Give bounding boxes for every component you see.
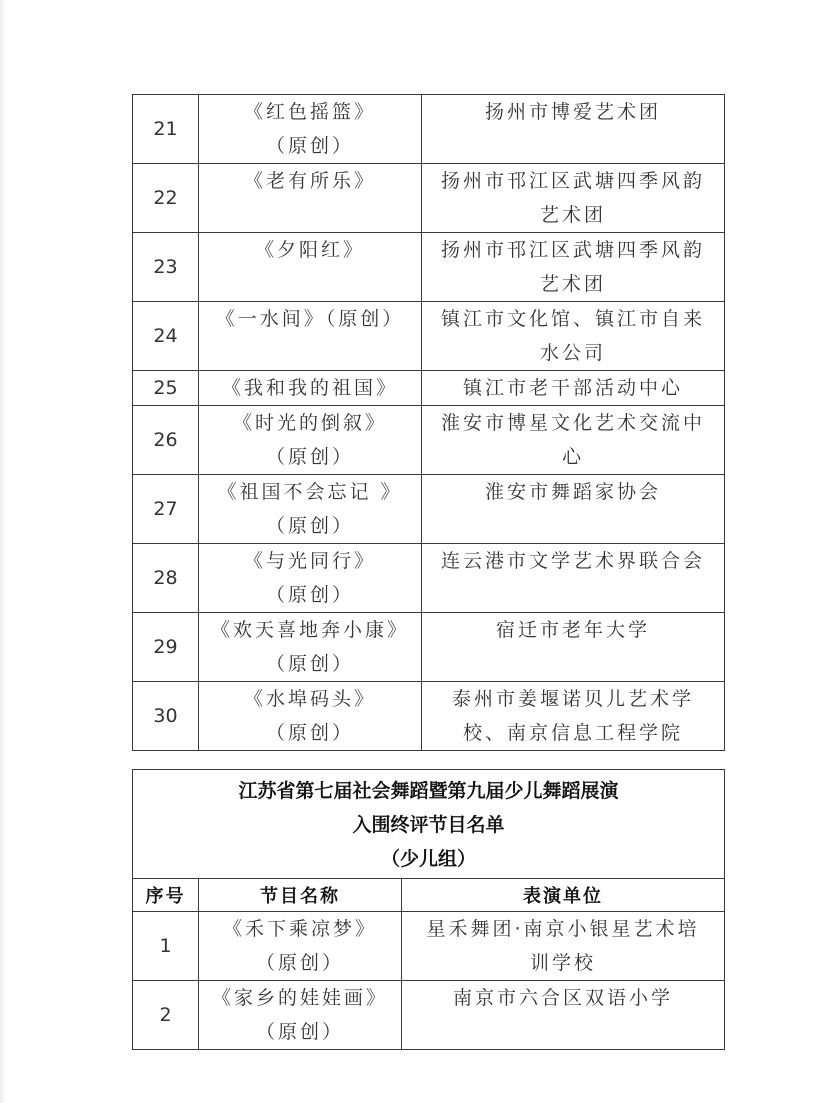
performer-unit-line: 镇江市老干部活动中心 <box>462 377 683 399</box>
program-name-line: 《红色摇篮》 <box>243 101 376 123</box>
performer-unit-line: 艺术团 <box>539 273 606 295</box>
program-name-line: （原创） <box>265 653 354 675</box>
performer-unit-cell <box>402 912 725 981</box>
table-row <box>133 406 725 475</box>
program-name-line: （原创） <box>265 135 354 157</box>
program-name-cell <box>199 682 422 751</box>
row-number: 30 <box>133 682 199 751</box>
performer-unit-line: 淮安市博星文化艺术交流中 <box>440 412 705 434</box>
performer-unit-cell <box>422 544 725 613</box>
performer-unit-line: 淮安市舞蹈家协会 <box>484 481 661 503</box>
program-table-children <box>132 769 725 1050</box>
row-number: 23 <box>133 233 199 302</box>
row-number: 28 <box>133 544 199 613</box>
table-row <box>133 981 725 1050</box>
program-name-cell <box>199 613 422 682</box>
performer-unit-line: 艺术团 <box>539 204 606 226</box>
row-number: 1 <box>133 912 199 981</box>
performer-unit-cell <box>422 475 725 544</box>
program-name-line: （原创） <box>265 515 354 537</box>
performer-unit-line: 心 <box>561 446 584 468</box>
program-name-cell <box>199 302 422 371</box>
performer-unit-line: 扬州市博爱艺术团 <box>484 101 661 123</box>
program-name-cell <box>199 406 422 475</box>
program-name-line: 《老有所乐》 <box>243 170 376 192</box>
program-name-line: 《与光同行》 <box>243 550 376 572</box>
program-name-line: 《禾下乘凉梦》 <box>222 918 377 940</box>
performer-unit-cell <box>422 164 725 233</box>
performer-unit-cell <box>422 613 725 682</box>
performer-unit-line: 泰州市姜堰诺贝儿艺术学 <box>451 688 694 710</box>
program-name-line: 《我和我的祖国》 <box>221 377 398 399</box>
table-row <box>133 371 725 406</box>
program-name-cell <box>199 912 402 981</box>
table-title-line-1: 江苏省第七届社会舞蹈暨第九届少儿舞蹈展演 <box>238 780 619 802</box>
page-edge-shadow <box>0 0 6 1103</box>
row-number: 24 <box>133 302 199 371</box>
performer-unit-cell <box>422 233 725 302</box>
program-name-cell <box>199 544 422 613</box>
performer-unit-line: 宿迁市老年大学 <box>495 619 650 641</box>
row-number: 2 <box>133 981 199 1050</box>
program-name-line: （原创） <box>265 446 354 468</box>
performer-unit-line: 连云港市文学艺术界联合会 <box>440 550 705 572</box>
header-program: 节目名称 <box>199 879 402 912</box>
program-name-line: 《夕阳红》 <box>254 239 365 261</box>
row-number: 21 <box>133 95 199 164</box>
row-number: 26 <box>133 406 199 475</box>
row-number: 25 <box>133 371 199 406</box>
performer-unit-cell <box>422 95 725 164</box>
program-name-line: （原创） <box>255 1021 344 1043</box>
table-row <box>133 95 725 164</box>
performer-unit-cell <box>422 682 725 751</box>
table-row <box>133 682 725 751</box>
table-row <box>133 233 725 302</box>
table-title <box>133 770 725 879</box>
table-row <box>133 544 725 613</box>
header-unit: 表演单位 <box>402 879 725 912</box>
program-name-line: （原创） <box>255 952 344 974</box>
row-number: 27 <box>133 475 199 544</box>
performer-unit-cell <box>422 371 725 406</box>
program-name-cell <box>199 981 402 1050</box>
performer-unit-cell <box>402 981 725 1050</box>
table-row <box>133 302 725 371</box>
performer-unit-line: 训学校 <box>530 952 597 974</box>
table-title-line-2: 入围终评节目名单 <box>352 814 505 836</box>
header-num: 序号 <box>133 879 199 912</box>
table-row <box>133 475 725 544</box>
performer-unit-line: 星禾舞团·南京小银星艺术培 <box>426 918 700 940</box>
program-name-cell <box>199 475 422 544</box>
table-row <box>133 613 725 682</box>
program-name-line: 《欢天喜地奔小康》 <box>210 619 409 641</box>
program-name-cell <box>199 95 422 164</box>
program-name-line: （原创） <box>265 584 354 606</box>
program-table-continued <box>132 94 725 751</box>
program-name-cell <box>199 371 422 406</box>
program-name-line: 《水埠码头》 <box>243 688 376 710</box>
program-name-line: 《时光的倒叙》 <box>232 412 387 434</box>
performer-unit-cell <box>422 406 725 475</box>
program-name-line: 《祖国不会忘记 》 <box>217 481 403 503</box>
program-name-line: 《一水间》（原创） <box>215 308 405 330</box>
performer-unit-line: 水公司 <box>539 342 606 364</box>
table-title-line-3: （少儿组） <box>381 848 477 870</box>
row-number: 22 <box>133 164 199 233</box>
table-row <box>133 164 725 233</box>
performer-unit-line: 南京市六合区双语小学 <box>453 987 674 1009</box>
performer-unit-line: 扬州市邗江区武塘四季风韵 <box>440 170 705 192</box>
program-name-cell <box>199 164 422 233</box>
performer-unit-cell <box>422 302 725 371</box>
program-name-line: （原创） <box>265 722 354 744</box>
program-name-line: 《家乡的娃娃画》 <box>211 987 388 1009</box>
performer-unit-line: 扬州市邗江区武塘四季风韵 <box>440 239 705 261</box>
performer-unit-line: 镇江市文化馆、镇江市自来 <box>440 308 705 330</box>
row-number: 29 <box>133 613 199 682</box>
table-row <box>133 912 725 981</box>
performer-unit-line: 校、南京信息工程学院 <box>462 722 683 744</box>
program-name-cell <box>199 233 422 302</box>
